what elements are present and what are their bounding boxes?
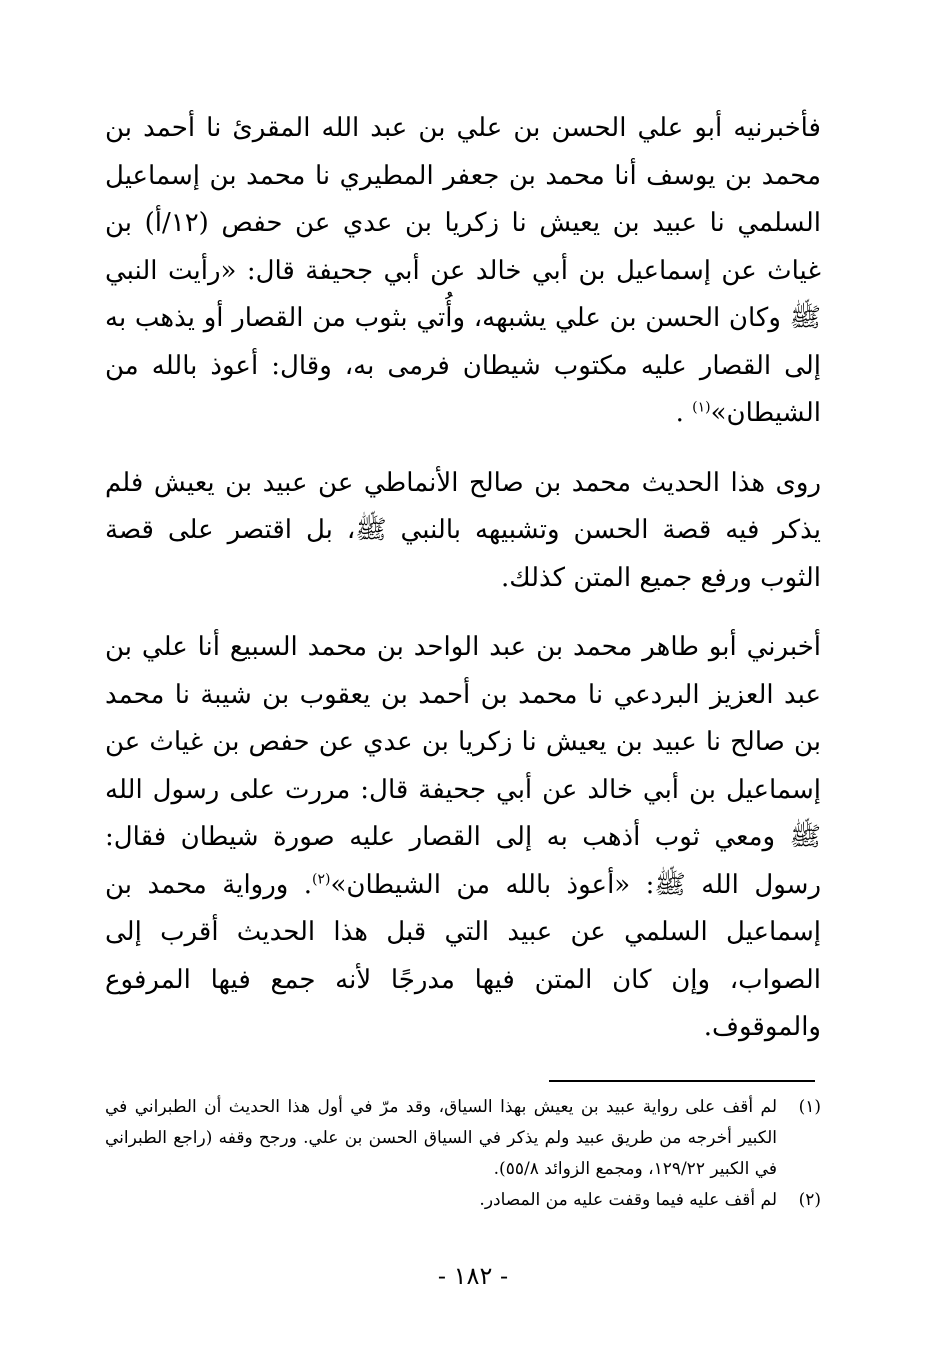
footnotes (105, 1092, 821, 1216)
footnote-ref-2[interactable]: (٢) (312, 870, 331, 887)
footnote-2 (105, 1185, 821, 1216)
footnote-1 (105, 1092, 821, 1185)
paragraph-3 (105, 624, 821, 1052)
paragraph-1-text: فأخبرنيه أبو علي الحسن بن علي بن عبد الله المقرئ نا أحمد بن محمد بن يوسف أنا محمد بن جعفر المطيري نا محمد بن إسماعيل السلمي نا عبيد بن يعيش نا زكريا بن عدي عن حفص (١٢/أ) بن غياث عن إسماعيل بن أبي خالد عن أبي جحيفة قال: «رأيت النبي ﷺ وكان الحسن بن علي يشبهه، وأُتي بثوب من القصار أو يذهب به إلى القصار عليه مكتوب شيطان فرمى به، وقال: أعوذ بالله من الشيطان» (105, 113, 822, 428)
footnote-1-text: لم أقف على رواية عبيد بن يعيش بهذا السياق، وقد مرّ في أول هذا الحديث أن الطبراني في الكبير أخرجه من طريق عبيد ولم يذكر في السياق الحسن بن علي. ورجح وقفه (راجع الطبراني في الكبير ١٢٩/٢٢، ومجمع الزوائد ٥٥/٨). (105, 1097, 777, 1179)
paragraph-2 (105, 460, 821, 603)
footnote-divider (549, 1080, 815, 1082)
main-text (105, 105, 821, 1052)
paragraph-3-text: أخبرني أبو طاهر محمد بن عبد الواحد بن محمد السبيع أنا علي بن عبد العزيز البردعي نا محمد بن أحمد بن يعقوب بن شيبة نا محمد بن صالح نا عبيد بن يعيش نا زكريا بن عدي عن حفص بن غياث عن إسماعيل بن أبي خالد عن أبي جحيفة قال: مررت على رسول الله ﷺ ومعي ثوب أذهب به إلى القصار عليه صورة شيطان فقال: رسول الله ﷺ: «أعوذ بالله من الشيطان» (105, 632, 822, 900)
paragraph-1 (105, 105, 821, 438)
paragraph-3-tail: . ورواية محمد بن إسماعيل السلمي عن عبيد التي قبل هذا الحديث أقرب إلى الصواب، وإن كان المتن فيها مدرجًا لأنه جمع فيها المرفوع والموقوف. (105, 869, 821, 1042)
footnote-ref-1[interactable]: (١) (692, 399, 711, 416)
paragraph-2-text: روى هذا الحديث محمد بن صالح الأنماطي عن عبيد بن يعيش فلم يذكر فيه قصة الحسن وتشبيهه بالنبي ﷺ، بل اقتصر على قصة الثوب ورفع جميع المتن كذلك. (105, 467, 821, 593)
page-number: - ١٨٢ - (437, 1262, 509, 1290)
footnote-2-text: لم أقف عليه فيما وقفت عليه من المصادر. (479, 1190, 777, 1210)
paragraph-1-tail: . (675, 398, 693, 428)
footnote-2-number: (٢) (798, 1190, 821, 1210)
footnote-1-number: (١) (798, 1097, 821, 1117)
